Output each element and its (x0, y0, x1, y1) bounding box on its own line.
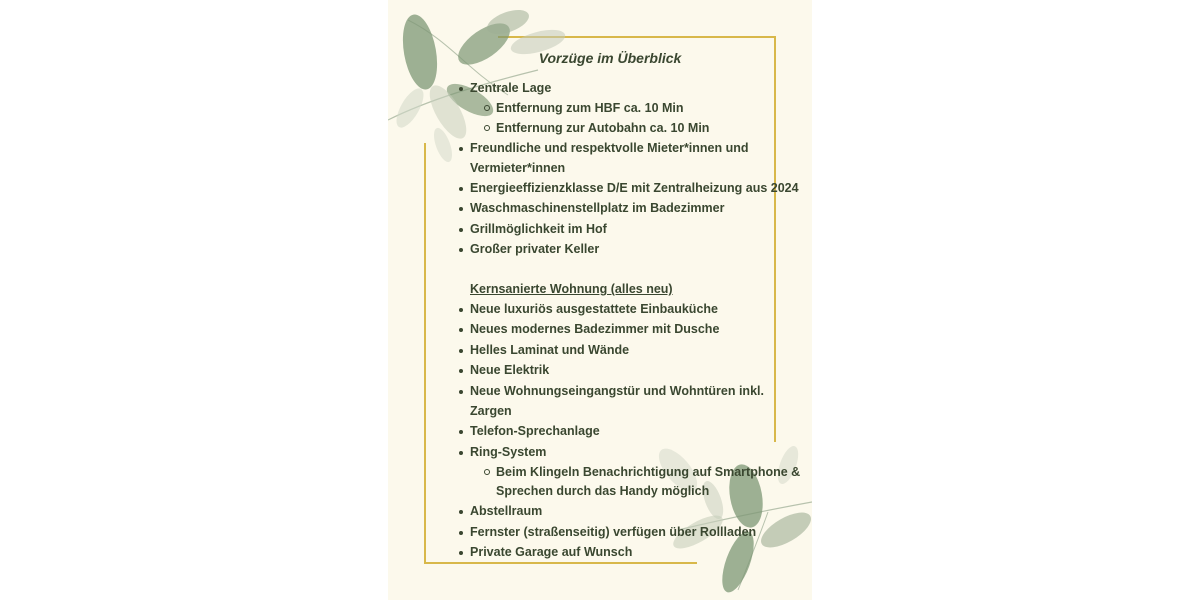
list-item-continued: Zargen (470, 404, 512, 418)
bullet (459, 308, 463, 312)
sub-list-item: Entfernung zum HBF ca. 10 Min (496, 101, 684, 115)
bullet (459, 228, 463, 232)
list-item: Neues modernes Badezimmer mit Dusche (470, 322, 720, 336)
sub-bullet (484, 469, 490, 475)
list-item: Zentrale Lage (470, 81, 552, 95)
sub-bullet (484, 105, 490, 111)
list-item-continued: Vermieter*innen (470, 161, 566, 175)
bullet (459, 349, 463, 353)
list-item: Abstellraum (470, 504, 543, 518)
bullet (459, 551, 463, 555)
bullet (459, 187, 463, 191)
bullet (459, 207, 463, 211)
bullet (459, 369, 463, 373)
bullet (459, 510, 463, 514)
page-title: Vorzüge im Überblick (538, 50, 682, 66)
content (388, 0, 812, 600)
bullet (459, 390, 463, 394)
bullet (459, 248, 463, 252)
sub-list-item-continued: Sprechen durch das Handy möglich (496, 484, 710, 498)
list-item: Freundliche und respektvolle Mieter*innen und (470, 141, 749, 155)
bullet (459, 147, 463, 151)
list-item: Private Garage auf Wunsch (470, 545, 633, 559)
list-item: Neue luxuriös ausgestattete Einbauküche (470, 302, 718, 316)
bullet (459, 451, 463, 455)
list-item: Neue Elektrik (470, 363, 550, 377)
flyer-card (388, 0, 812, 600)
list-item: Neue Wohnungseingangstür und Wohntüren inkl. (470, 384, 764, 398)
sub-bullet (484, 125, 490, 131)
list-item: Helles Laminat und Wände (470, 343, 630, 357)
list-item: Grillmöglichkeit im Hof (470, 222, 607, 236)
sub-list-item: Beim Klingeln Benachrichtigung auf Smartphone & (496, 465, 801, 479)
bullet (459, 430, 463, 434)
section-heading: Kernsanierte Wohnung (alles neu) (470, 282, 673, 296)
list-item: Fernster (straßenseitig) verfügen über Rollladen (470, 525, 757, 539)
sub-list-item: Entfernung zur Autobahn ca. 10 Min (496, 121, 710, 135)
bullet (459, 328, 463, 332)
list-item: Energieeffizienzklasse D/E mit Zentralheizung aus 2024 (470, 181, 799, 195)
list-item: Großer privater Keller (470, 242, 600, 256)
list-item: Ring-System (470, 445, 547, 459)
list-item: Telefon-Sprechanlage (470, 424, 600, 438)
bullet (459, 531, 463, 535)
bullet (459, 87, 463, 91)
list-item: Waschmaschinenstellplatz im Badezimmer (470, 201, 725, 215)
